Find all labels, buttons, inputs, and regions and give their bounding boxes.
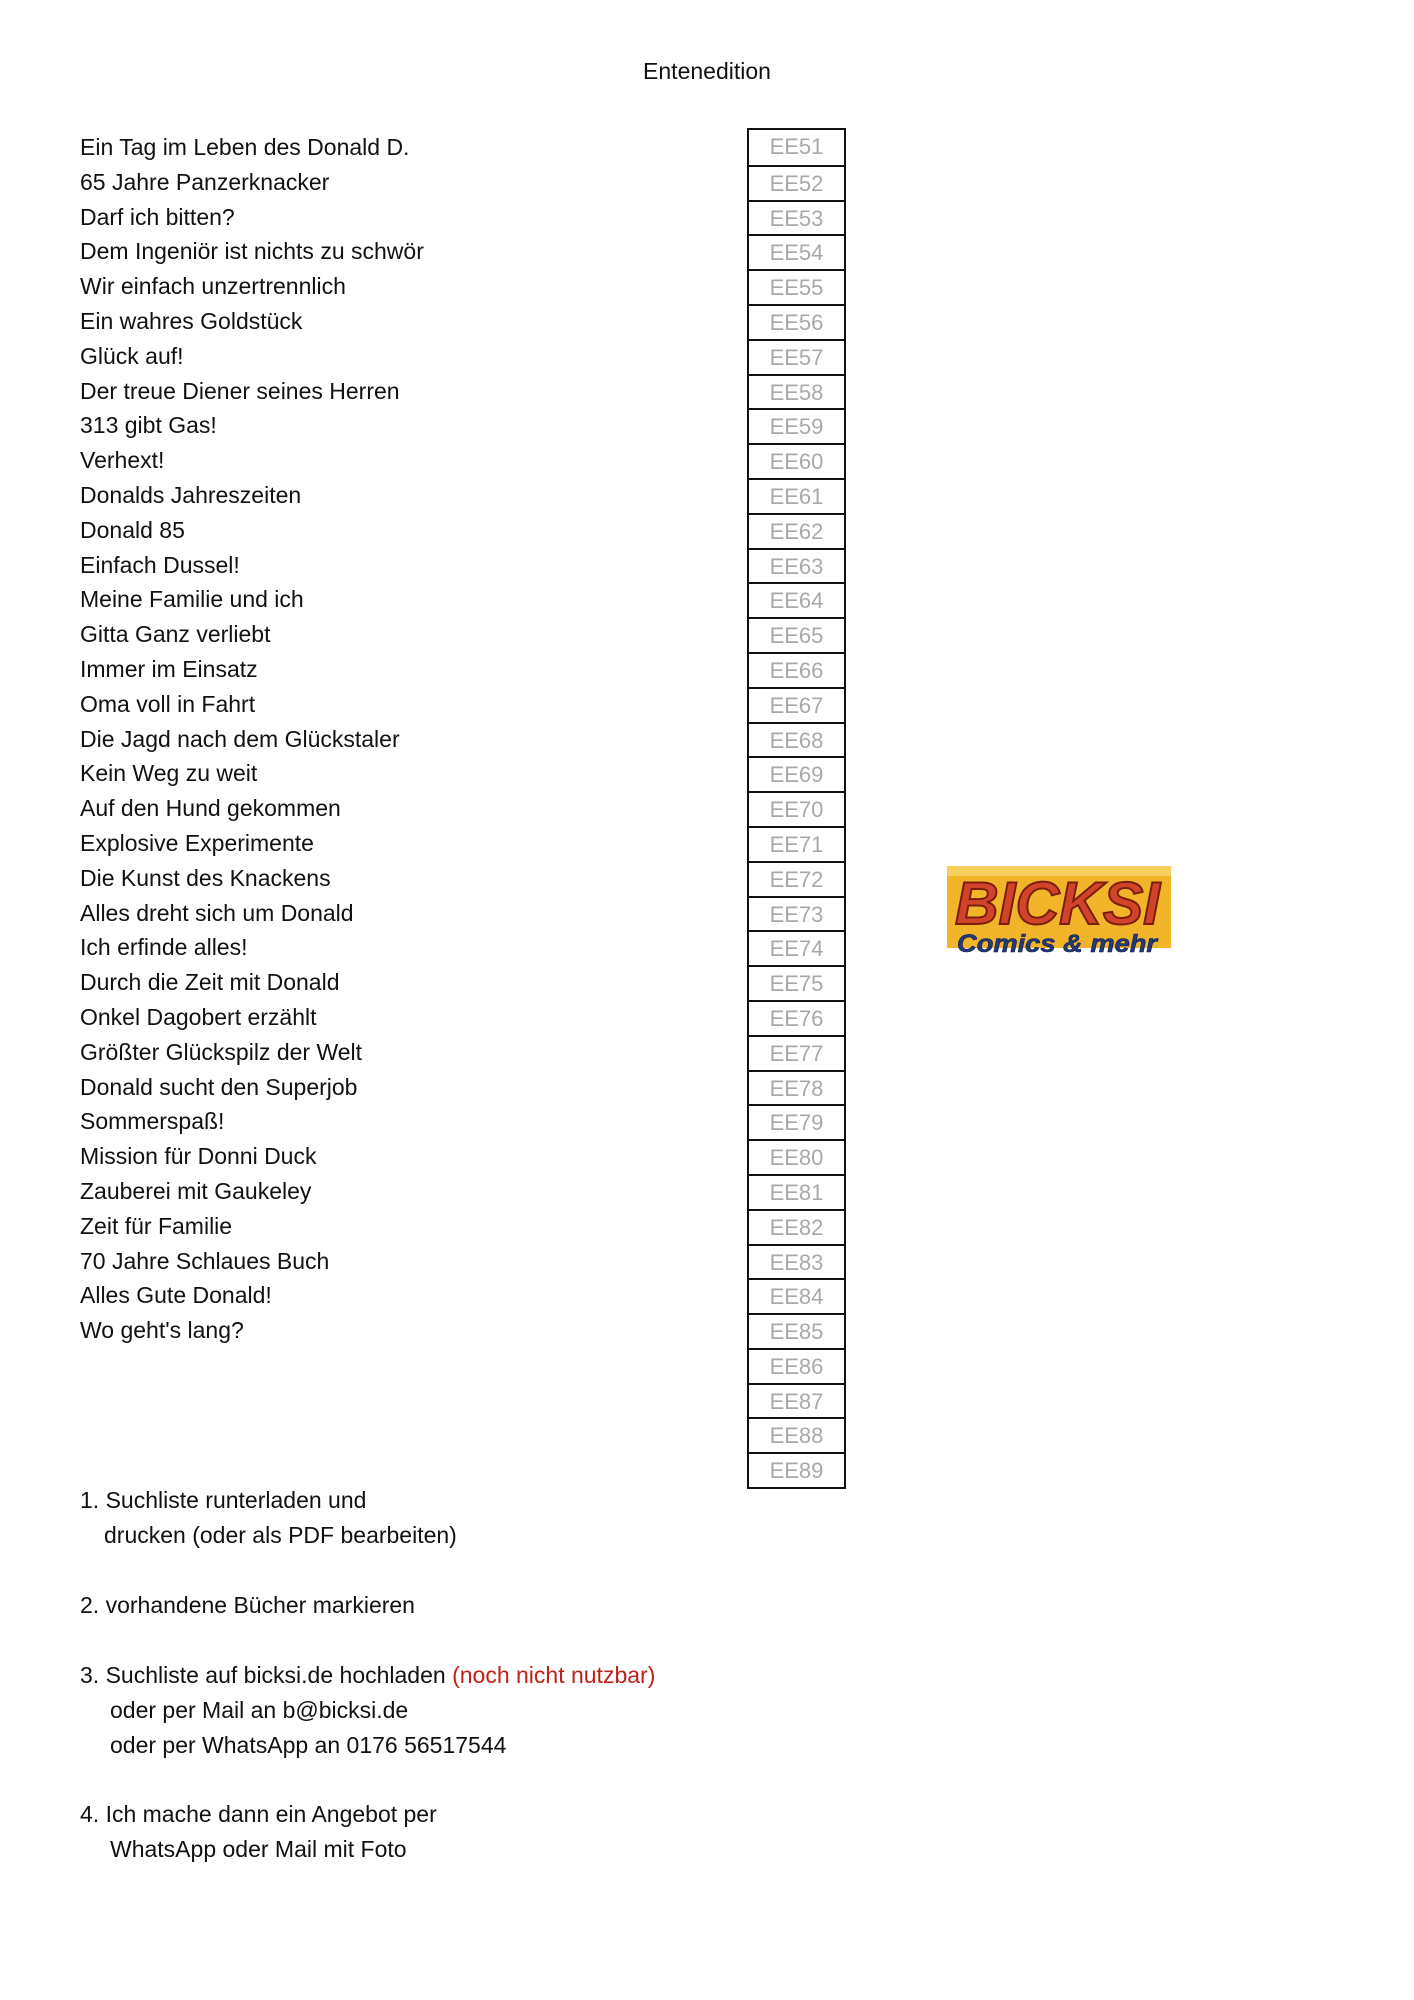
list-item-title: Alles dreht sich um Donald: [80, 899, 354, 926]
list-item-title: Immer im Einsatz: [80, 655, 258, 682]
list-item-code: EE60: [749, 443, 844, 478]
list-item-title: Ich erfinde alles!: [80, 934, 248, 961]
step3-line1: 3. Suchliste auf bicksi.de hochladen: [80, 1662, 446, 1688]
list-item-title: Zeit für Familie: [80, 1212, 233, 1239]
list-item-code: EE73: [749, 896, 844, 931]
list-item-title: Größter Glückspilz der Welt: [80, 1038, 363, 1065]
list-item-title: [80, 1452, 424, 1487]
logo-line1: BICKSI: [955, 870, 1162, 937]
list-item-title: Verhext!: [80, 447, 165, 474]
list-item-code: EE79: [749, 1104, 844, 1139]
list-item-code: EE81: [749, 1174, 844, 1209]
list-item-title: Ein Tag im Leben des Donald D.: [80, 134, 410, 160]
list-item-title: Glück auf!: [80, 342, 184, 369]
list-item-code: EE83: [749, 1244, 844, 1279]
step3-note: (noch nicht nutzbar): [452, 1662, 656, 1688]
list-item-title: Die Kunst des Knackens: [80, 864, 331, 891]
list-item-code: EE52: [749, 165, 844, 200]
list-item-code: EE88: [749, 1417, 844, 1452]
list-item-title: Sommerspaß!: [80, 1108, 225, 1135]
list-item-code: EE63: [749, 548, 844, 583]
logo-line2: Comics & mehr: [957, 930, 1159, 958]
list-item-title: 70 Jahre Schlaues Buch: [80, 1247, 330, 1274]
list-item-title: Der treue Diener seines Herren: [80, 377, 400, 404]
instruction-step-4: [80, 1797, 437, 1867]
list-item-code: EE69: [749, 756, 844, 791]
list-item-code: EE70: [749, 791, 844, 826]
list-item-code: EE71: [749, 826, 844, 861]
list-item-title: Oma voll in Fahrt: [80, 690, 256, 717]
step4-line2: WhatsApp oder Mail mit Foto: [110, 1835, 407, 1862]
list-item-code: EE66: [749, 652, 844, 687]
list-item-code: EE85: [749, 1313, 844, 1348]
list-item-title: Einfach Dussel!: [80, 551, 240, 578]
list-item-title: Kein Weg zu weit: [80, 760, 258, 787]
step2-line1: 2. vorhandene Bücher markieren: [80, 1592, 415, 1618]
list-item-title: Wir einfach unzertrennlich: [80, 273, 346, 300]
list-item-title: Donalds Jahreszeiten: [80, 481, 302, 508]
list-item-code: EE80: [749, 1139, 844, 1174]
list-item-code: EE77: [749, 1035, 844, 1070]
step1-line1: 1. Suchliste runterladen und: [80, 1487, 367, 1513]
list-item-code: EE64: [749, 582, 844, 617]
list-item-code: EE75: [749, 965, 844, 1000]
list-item-title: Dem Ingeniör ist nichts zu schwör: [80, 238, 424, 265]
step3-line3: oder per WhatsApp an 0176 56517544: [110, 1731, 507, 1758]
list-item-title: [80, 1417, 424, 1452]
list-item-code: EE82: [749, 1209, 844, 1244]
list-item-title: Donald sucht den Superjob: [80, 1073, 358, 1100]
list-item-code: EE68: [749, 722, 844, 757]
list-item-code: EE53: [749, 200, 844, 235]
list-item-title: Die Jagd nach dem Glückstaler: [80, 725, 400, 752]
step1-line2: drucken (oder als PDF bearbeiten): [104, 1521, 457, 1548]
title-list: [80, 130, 424, 1487]
list-item-code: EE74: [749, 930, 844, 965]
list-item-title: [80, 1348, 424, 1383]
list-item-title: 313 gibt Gas!: [80, 412, 217, 439]
list-item-code: EE87: [749, 1383, 844, 1418]
list-item-title: Onkel Dagobert erzählt: [80, 1003, 317, 1030]
list-item-code: EE78: [749, 1070, 844, 1105]
instruction-step-3: [80, 1658, 655, 1762]
list-item-code: EE59: [749, 408, 844, 443]
list-item-title: [80, 1383, 424, 1418]
list-item-title: Gitta Ganz verliebt: [80, 621, 271, 648]
list-item-code: EE86: [749, 1348, 844, 1383]
list-item-code: EE89: [749, 1452, 844, 1487]
list-item-code: EE67: [749, 687, 844, 722]
list-item-title: Meine Familie und ich: [80, 586, 304, 613]
list-item-code: EE62: [749, 513, 844, 548]
step4-line1: 4. Ich mache dann ein Angebot per: [80, 1801, 437, 1827]
list-item-title: Ein wahres Goldstück: [80, 307, 303, 334]
list-item-title: Auf den Hund gekommen: [80, 795, 341, 822]
list-item-code: EE56: [749, 304, 844, 339]
list-item-title: Durch die Zeit mit Donald: [80, 969, 340, 996]
code-column: [747, 128, 846, 1489]
list-item-title: Donald 85: [80, 516, 185, 543]
list-item-title: Darf ich bitten?: [80, 203, 235, 230]
list-item-title: Explosive Experimente: [80, 829, 314, 856]
instruction-step-2: [80, 1588, 415, 1623]
page-title: Entenedition: [643, 58, 771, 84]
list-item-code: EE54: [749, 234, 844, 269]
list-item-code: EE58: [749, 374, 844, 409]
list-item-code: EE55: [749, 269, 844, 304]
list-item-code: EE76: [749, 1000, 844, 1035]
list-item-title: Zauberei mit Gaukeley: [80, 1177, 312, 1204]
list-item-title: Mission für Donni Duck: [80, 1143, 317, 1170]
step3-line2: oder per Mail an b@bicksi.de: [110, 1696, 409, 1723]
list-item-code: EE65: [749, 617, 844, 652]
list-item-code: EE61: [749, 478, 844, 513]
list-item-code: EE51: [769, 134, 824, 159]
list-item-title: 65 Jahre Panzerknacker: [80, 168, 330, 195]
instruction-step-1: [80, 1483, 457, 1553]
list-item-code: EE72: [749, 861, 844, 896]
bicksi-logo: [947, 858, 1171, 962]
list-item-code: EE84: [749, 1278, 844, 1313]
list-item-code: EE57: [749, 339, 844, 374]
list-item-title: Alles Gute Donald!: [80, 1282, 272, 1309]
list-item-title: Wo geht's lang?: [80, 1317, 244, 1344]
